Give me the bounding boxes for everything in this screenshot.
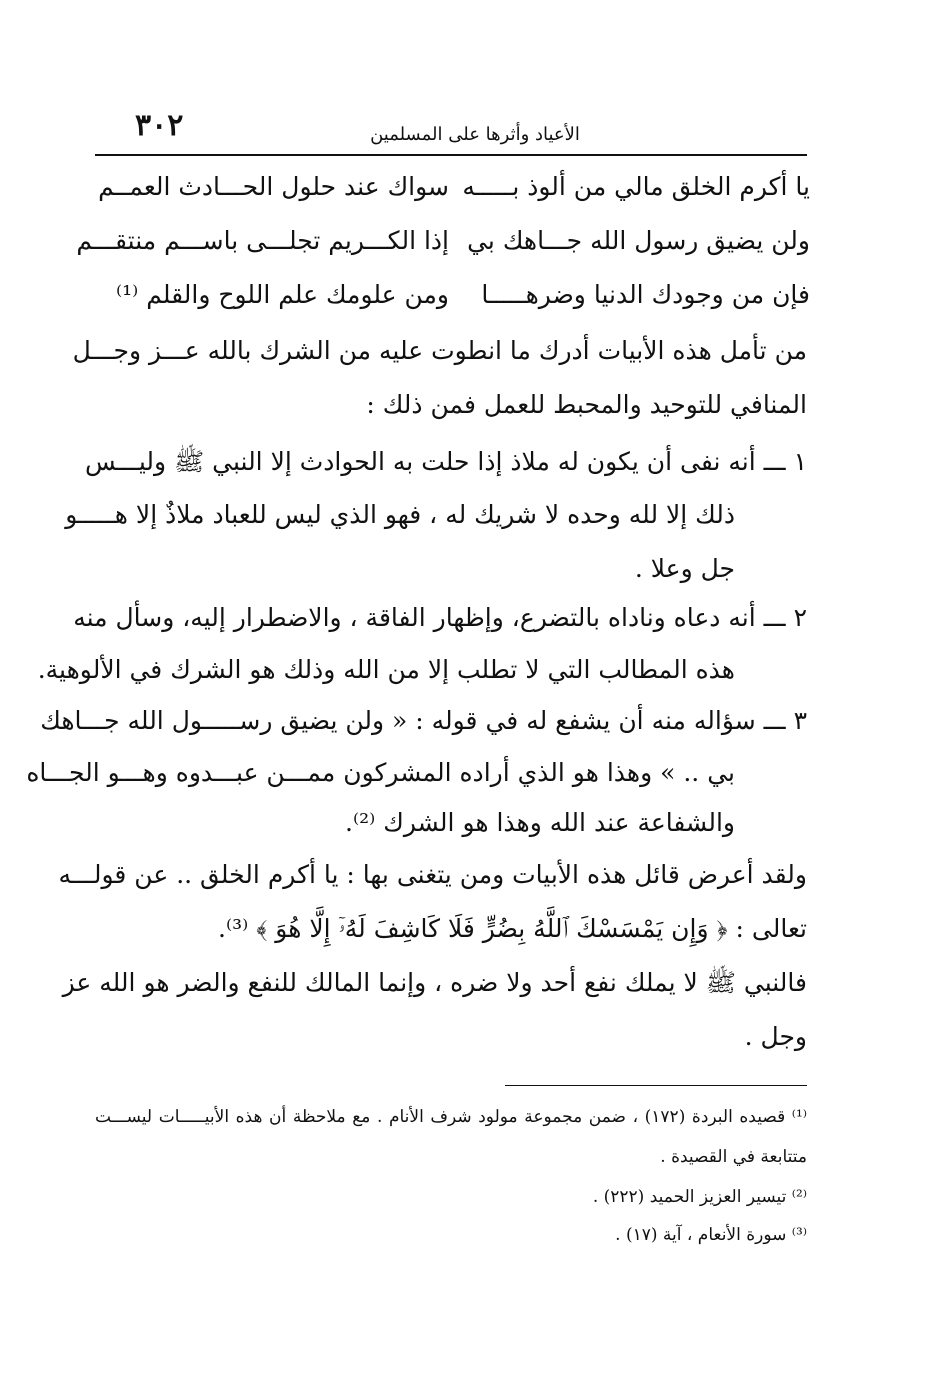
verse-line xyxy=(76,226,810,272)
quran-quote-line: تعالى : ﴿ وَإِن يَمْسَسْكَ ٱللَّهُ بِضُرٍّ فَلَا كَاشِفَ لَهُۥٓ إِلَّا هُوَ ﴾ ⁽³⁾. xyxy=(218,914,807,943)
list-item-text-line: ٢ ـــ أنه دعاه وناداه بالتضرع، وإظهار الفاقة ، والاضطرار إليه، وسأل منه xyxy=(73,603,807,632)
list-item-text-line: هذه المطالب التي لا تطلب إلا من الله وذلك هو الشرك في الألوهية. xyxy=(37,655,735,684)
page-header xyxy=(95,108,807,156)
page-number: ٣٠٢ xyxy=(135,108,184,143)
body-text-line: من تأمل هذه الأبيات أدرك ما انطوت عليه من الشرك بالله عـــز وجـــل xyxy=(72,336,807,365)
verse-second-hemistich: ومن علومك علم اللوح والقلم ⁽¹⁾ xyxy=(115,280,449,309)
list-item-text-line: ذلك إلا لله وحده لا شريك له ، فهو الذي ليس للعباد ملاذٌ إلا هـــــو xyxy=(65,500,735,529)
body-text-line: فالنبي ﷺ لا يملك نفع أحد ولا ضره ، وإنما المالك للنفع والضر هو الله عز xyxy=(62,968,807,997)
verse-first-hemistich: فإن من وجودك الدنيا وضرهـــــا xyxy=(481,280,810,309)
list-item-text-line: جل وعلا . xyxy=(634,554,735,583)
footnote-line: ⁽³⁾ سورة الأنعام ، آية (١٧) . xyxy=(615,1225,807,1245)
verse-first-hemistich: ولن يضيق رسول الله جـــاهك بي xyxy=(467,226,810,255)
footnote-line: ⁽¹⁾ قصيده البردة (١٧٢) ، ضمن مجموعة مولود شرف الأنام . مع ملاحظة أن هذه الأبيـــــات ليســـت xyxy=(95,1107,807,1127)
list-item-text-line: بي .. » وهذا هو الذي أراده المشركون ممـــن عبـــدوه وهـــو الجـــاه xyxy=(26,758,735,787)
verse-second-hemistich: إذا الكـــريم تجلـــى باســـم منتقـــم xyxy=(76,226,449,255)
running-title: الأعياد وأثرها على المسلمين xyxy=(370,124,580,145)
verse-second-hemistich: سواك عند حلول الحـــادث العمــم xyxy=(98,172,449,201)
list-item-text-line: والشفاعة عند الله وهذا هو الشرك ⁽²⁾. xyxy=(345,808,735,837)
list-item-text-line: ١ ـــ أنه نفى أن يكون له ملاذ إذا حلت به الحوادث إلا النبي ﷺ وليـــس xyxy=(84,447,807,476)
footnote-separator xyxy=(505,1085,807,1086)
body-text-line: وجل . xyxy=(744,1022,807,1051)
footnote-line: ⁽²⁾ تيسير العزيز الحميد (٢٢٢) . xyxy=(592,1187,807,1207)
verse-line xyxy=(95,172,810,218)
body-text-line: المنافي للتوحيد والمحبط للعمل فمن ذلك : xyxy=(366,390,807,419)
verse-first-hemistich: يا أكرم الخلق مالي من ألوذ بـــــه xyxy=(462,172,810,201)
verse-line xyxy=(95,280,810,326)
footnote-line: متتابعة في القصيدة . xyxy=(660,1147,807,1167)
list-item-text-line: ٣ ـــ سؤاله منه أن يشفع له في قوله : « ولن يضيق رســـــول الله جـــاهك xyxy=(40,706,807,735)
body-text-line: ولقد أعرض قائل هذه الأبيات ومن يتغنى بها : يا أكرم الخلق .. عن قولـــه xyxy=(58,860,807,889)
